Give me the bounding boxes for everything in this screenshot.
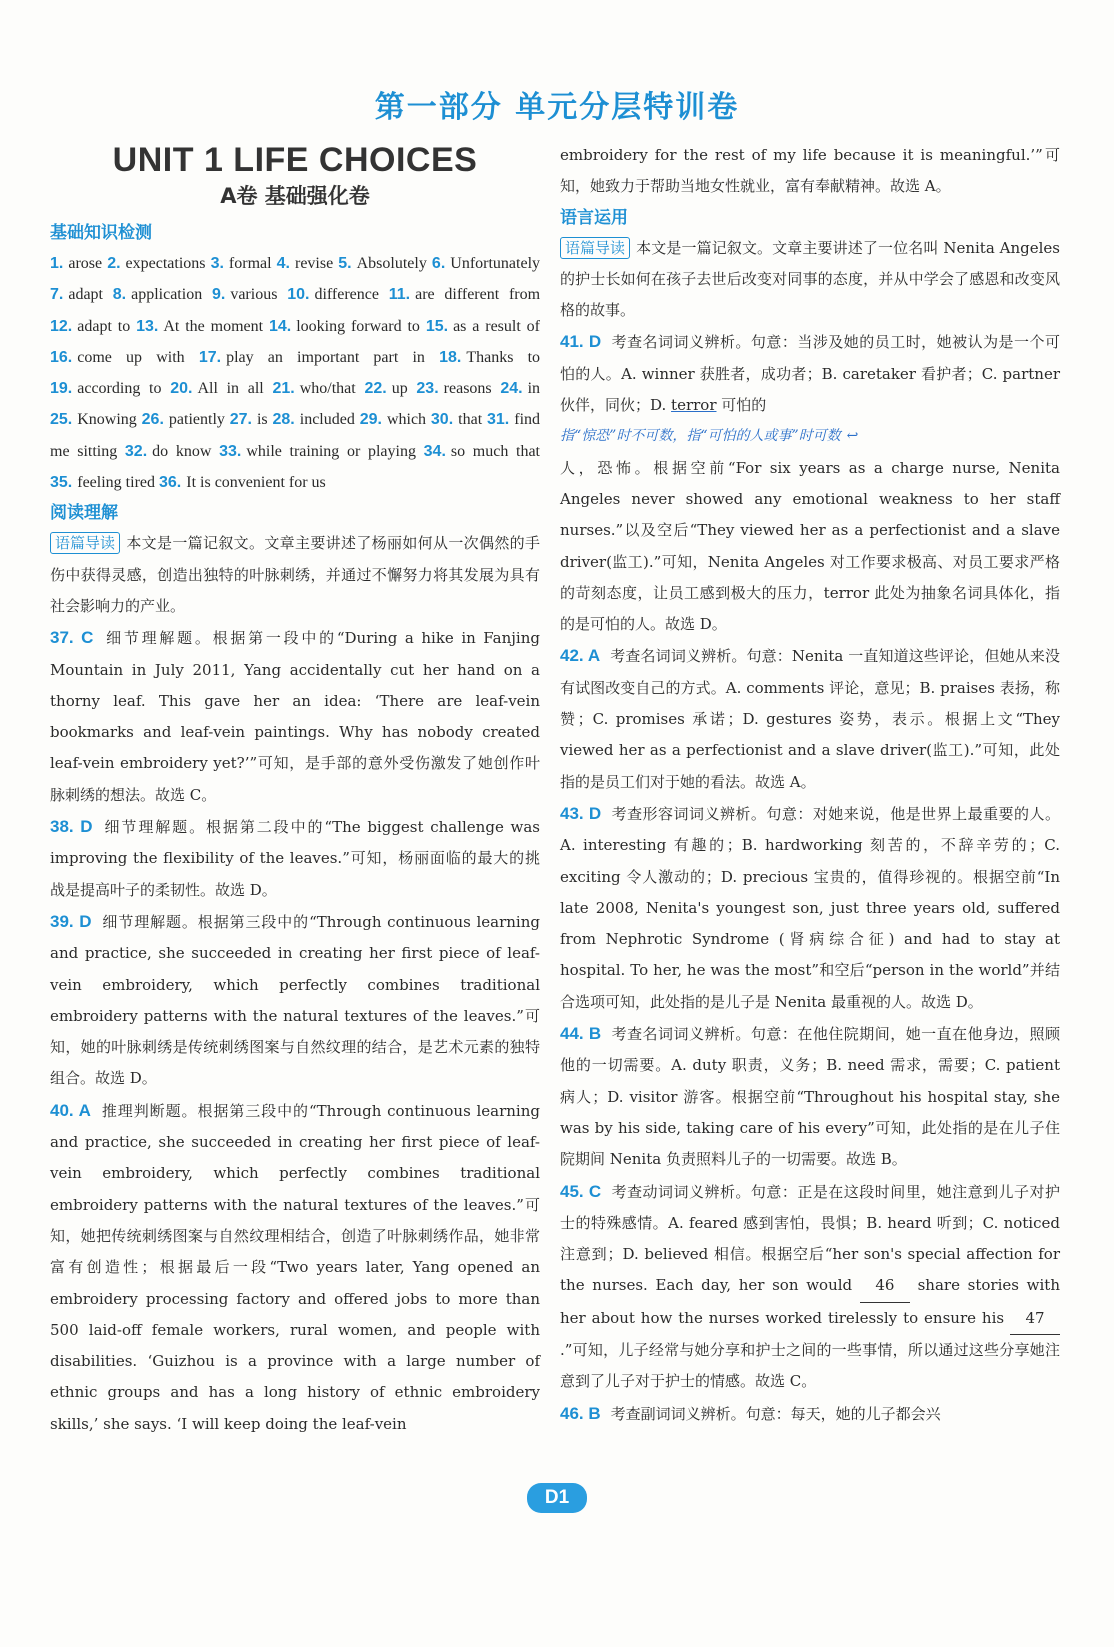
answer-38-text: 细节理解题。根据第二段中的“The biggest challenge was improving the flexibility of the leaves.”可知，杨丽面临的最大的挑战是提高叶子的柔韧性。故选 D。 <box>50 818 540 899</box>
basic-answer-number: 3. <box>210 255 224 272</box>
basic-answer-item <box>230 411 268 428</box>
basic-answer-number: 10. <box>287 286 310 304</box>
answer-39-text: 细节理解题。根据第三段中的“Through continuous learning and practice, she succeeded in creating her first piece of leaf-vein embroidery, which perfectly combines traditional embroidery patterns with the natural textures of the leaves.”可知，她的叶脉刺绣是传统刺绣图案与自然纹理的结合，是艺术元素的独特组合。故选 D。 <box>50 912 540 1088</box>
answer-40-key: 40. A <box>50 1100 91 1120</box>
basic-answer-number: 22. <box>364 380 387 398</box>
answer-38-key: 38. D <box>50 817 93 837</box>
basic-answer-item <box>389 286 540 303</box>
basic-answer-text: are different from <box>415 286 541 304</box>
answer-44-key: 44. B <box>560 1024 602 1044</box>
volume-title: A卷 基础强化卷 <box>220 184 370 208</box>
basic-answer-item <box>500 380 540 397</box>
answer-40-continued: embroidery for the rest of my life because it is meaningful.’”可知，她致力于帮助当地女性就业，富有奉献精神。故选 A。 <box>560 146 1060 196</box>
basic-answer-number: 30. <box>430 411 454 429</box>
basic-answer-item <box>416 380 491 397</box>
basic-answer-number: 13. <box>136 317 159 335</box>
answer-39 <box>50 906 540 1095</box>
section-reading-heading: 阅读理解 <box>50 503 118 524</box>
basic-answer-text: looking forward to <box>296 317 420 335</box>
answer-43-text: 考查形容词词义辨析。句意：对她来说，他是世界上最重要的人。A. interesting 有趣的；B. hardworking 刻苦的，不辞辛劳的；C. exciting 令人激动的；D. precious 宝贵的，值得珍视的。根据空前“In late 2008, Nenita's youngest son, just three years old, suffered from Nephrotic Syndrome (肾病综合征) and had to stay at hospital. To her, he was the most”和空后“person in the world”并结合选项可知，此处指的是儿子是 Nenita 最重视的人。故选 D。 <box>560 804 1060 1011</box>
basic-answer-number: 15. <box>425 317 449 335</box>
answer-40 <box>50 1095 540 1440</box>
basic-answer-text: Unfortunately <box>450 255 541 272</box>
reading-guide <box>50 528 540 622</box>
basic-answer-number: 17. <box>198 348 222 366</box>
language-guide <box>560 233 1060 327</box>
basic-answer-number: 36. <box>159 474 182 492</box>
basic-answer-item <box>170 380 264 397</box>
basic-answer-text: feeling tired <box>77 474 155 492</box>
basic-answer-item <box>212 286 277 303</box>
answer-41-word: terror <box>671 396 717 415</box>
basic-answer-number: 20. <box>170 380 193 398</box>
basic-answer-item <box>426 318 540 335</box>
answer-41-cont: 人，恐怖。根据空前“For six years as a charge nurse, Nenita Angeles never showed any emotional weakness to her staff nurses.”以及空后“They viewed her as a perfectionist and a slave driver(监工).”可知，Nenita Angeles 对工作要求极高、对员工要求严格的苛刻态度，让员工感到极大的压力，terror 此处为抽象名词具体化，指的是可怕的人。故选 D。 <box>560 458 1060 634</box>
basic-answer-text: At the moment <box>163 317 264 335</box>
basic-answer-item <box>269 318 420 335</box>
answer-43-key: 43. D <box>560 803 602 823</box>
basic-answer-number: 21. <box>272 380 295 398</box>
answer-41 <box>560 326 1060 421</box>
answer-42 <box>560 640 1060 797</box>
basic-answer-item <box>439 349 540 366</box>
basic-answer-text: arose <box>68 255 103 272</box>
basic-answers <box>50 248 540 498</box>
basic-answer-number: 25. <box>50 411 73 429</box>
basic-answer-number: 12. <box>50 317 73 335</box>
basic-answer-text: patiently <box>168 411 225 429</box>
answer-39-key: 39. D <box>50 911 92 931</box>
basic-answer-text: difference <box>314 286 379 304</box>
answer-41-key: 41. D <box>560 332 602 352</box>
basic-answer-number: 5. <box>338 255 352 272</box>
basic-answer-text: that <box>458 411 483 429</box>
blank-46: 46 <box>860 1270 910 1302</box>
basic-answer-number: 35. <box>50 474 73 492</box>
answer-42-key: 42. A <box>560 646 601 666</box>
basic-answer-item <box>211 255 272 272</box>
arrow-icon: ↩ <box>846 428 859 445</box>
answer-46 <box>560 1398 1060 1430</box>
basic-answer-number: 29. <box>359 411 382 429</box>
basic-answer-text: is <box>256 411 268 429</box>
basic-answer-item <box>50 474 155 491</box>
basic-answer-item <box>50 318 130 335</box>
basic-answer-number: 26. <box>141 411 164 429</box>
answer-45-text-c: .”可知，儿子经常与她分享和护士之间的一些事情，所以通过这些分享她注意到了儿子对于护士的情感。故选 C。 <box>560 1340 1060 1391</box>
basic-answer-number: 1. <box>50 255 64 272</box>
language-guide-text: 本文是一篇记叙文。文章主要讲述了一位名叫 Nenita Angeles 的护士长如何在孩子去世后改变对同事的态度，并从中学会了感恩和改变风格的故事。 <box>560 238 1060 320</box>
basic-answer-text: reasons <box>443 380 492 398</box>
basic-answer-text: expectations <box>125 255 206 272</box>
basic-answer-number: 28. <box>272 411 295 429</box>
basic-answer-text: various <box>230 286 278 304</box>
basic-answer-text: Thanks to <box>466 348 541 366</box>
handwritten-note-text: 指“惊恐”时不可数，指“可怕的人或事”时可数 <box>560 428 841 445</box>
basic-answer-number: 2. <box>107 255 121 272</box>
answer-40-text: 推理判断题。根据第三段中的“Through continuous learning and practice, she succeeded in creating her first piece of leaf-vein embroidery, which perfectly combines traditional embroidery patterns with the natural textures of the leaves.”可知，她把传统刺绣图案与自然纹理相结合，创造了叶脉刺绣作品，她非常富有创造性；根据最后一段“Two years later, Yang opened an embroidery processing factory and offered jobs to more than 500 laid-off female workers, rural women, and people with disabilities. ‘Guizhou is a province with a large number of ethnic groups and has a long history of ethnic embroidery skills,’ she says. ‘I will keep doing the leaf-vein <box>50 1101 540 1433</box>
basic-answer-number: 18. <box>439 348 462 366</box>
basic-answer-number: 24. <box>500 380 523 398</box>
basic-answer-text: as a result of <box>453 317 540 335</box>
basic-answer-text: in <box>527 380 541 398</box>
basic-answer-item <box>273 411 355 428</box>
basic-answer-item <box>113 286 202 303</box>
answer-41-text: 考查名词词义辨析。句意：当涉及她的员工时，她被认为是一个可怕的人。A. winner 获胜者，成功者；B. caretaker 看护者；C. partner 伙伴，同伙；D. <box>560 333 1060 415</box>
basic-answer-item <box>360 411 426 428</box>
answer-38 <box>50 811 540 906</box>
answer-45 <box>560 1176 1060 1398</box>
basic-answer-text: do know <box>152 442 212 460</box>
section-language-heading: 语言运用 <box>560 207 628 228</box>
page-number: D1 <box>527 1483 587 1513</box>
basic-answer-item <box>159 474 326 491</box>
answer-37-text: 细节理解题。根据第一段中的“During a hike in Fanjing Mountain in July 2011, Yang accidentally cut her hand on a thorny leaf. This gave her an idea: ‘There are leaf-vein bookmarks and leaf-vein paintings. Why has nobody created leaf-vein embroidery yet?’”可知，是手部的意外受伤激发了她创作叶脉刺绣的想法。故选 C。 <box>50 629 540 804</box>
basic-answer-text: Absolutely <box>356 255 427 272</box>
basic-answer-item <box>50 411 137 428</box>
answer-37 <box>50 622 540 811</box>
basic-answer-number: 31. <box>486 411 510 429</box>
unit-title: UNIT 1 LIFE CHOICES <box>112 141 478 179</box>
answer-37-key: 37. C <box>50 628 94 648</box>
basic-answer-item <box>107 255 205 272</box>
basic-answer-item <box>199 349 425 366</box>
basic-answer-number: 34. <box>423 442 446 460</box>
basic-answer-item <box>432 255 540 272</box>
basic-answer-item <box>364 380 407 397</box>
basic-answer-item <box>142 411 225 428</box>
basic-answer-item <box>287 286 379 303</box>
basic-answer-text: Knowing <box>77 411 137 429</box>
answer-43 <box>560 798 1060 1018</box>
basic-answer-item <box>50 255 102 272</box>
answer-45-text: 考查动词词义辨析。句意：正是在这段时间里，她注意到儿子对护士的特殊感情。A. feared 感到害怕，畏惧；B. heard 听到；C. noticed 注意到；D. believed 相信。根据空后“her son's special affection for the nurses. Each day, her son would <box>560 1182 1060 1295</box>
basic-answer-item <box>50 349 185 366</box>
basic-answer-text: application <box>131 286 203 304</box>
basic-answer-text: It is convenient for us <box>186 474 326 492</box>
basic-answer-text: play an important part in <box>226 348 425 366</box>
blank-47: 47 <box>1010 1303 1060 1335</box>
guide-label: 语篇导读 <box>50 532 120 554</box>
basic-answer-text: revise <box>295 255 334 272</box>
basic-answer-number: 16. <box>50 348 73 366</box>
basic-answer-text: while training or playing <box>246 442 416 460</box>
basic-answer-item <box>272 380 355 397</box>
basic-answer-item <box>50 286 103 303</box>
basic-answer-text: All in all <box>197 380 264 398</box>
basic-answer-text: come up with <box>77 348 185 366</box>
basic-answer-item <box>277 255 334 272</box>
right-column <box>560 140 1060 1430</box>
reading-guide-text: 本文是一篇记叙文。文章主要讲述了杨丽如何从一次偶然的手伤中获得灵感，创造出独特的叶脉刺绣，并通过不懈努力将其发展为具有社会影响力的产业。 <box>50 534 540 615</box>
basic-answer-number: 8. <box>112 286 127 304</box>
basic-answer-number: 7. <box>50 286 64 304</box>
basic-answer-number: 19. <box>50 380 73 398</box>
basic-answer-text: included <box>299 411 355 429</box>
answer-45-key: 45. C <box>560 1181 602 1201</box>
answer-42-text: 考查名词词义辨析。句意：Nenita 一直知道这些评论，但她从来没有试图改变自己的方式。A. comments 评论，意见；B. praises 表扬，称赞；C. promises 承诺；D. gestures 姿势，表示。根据上文“They viewed her as a perfectionist and a slave driver(监工).”可知，此处指的是员工们对于她的看法。故选 A。 <box>560 647 1060 791</box>
basic-answer-number: 27. <box>229 411 252 429</box>
answer-46-key: 46. B <box>560 1403 601 1423</box>
answer-41-gloss: 可怕的 <box>721 396 767 415</box>
basic-answer-number: 11. <box>388 286 411 304</box>
basic-answer-item <box>431 411 482 428</box>
basic-answer-item <box>338 255 427 272</box>
answer-44-text: 考查名词词义辨析。句意：在他住院期间，她一直在他身边，照顾他的一切需要。A. duty 职责，义务；B. need 需求，需要；C. patient 病人；D. visitor 游客。根据空前“Throughout his hospital stay, she was by his side, taking care of his every”可知，此处指的是在儿子住院期间 Nenita 负责照料儿子的一切需要。故选 B。 <box>560 1025 1060 1169</box>
basic-answer-number: 6. <box>431 255 446 272</box>
basic-answer-text: find me sitting <box>50 411 541 460</box>
basic-answer-item <box>424 443 540 460</box>
answer-46-text: 考查副词词义辨析。句意：每天，她的儿子都会兴 <box>610 1404 941 1423</box>
basic-answer-text: who/that <box>299 380 356 398</box>
basic-answer-item <box>50 380 161 397</box>
section-basic-heading: 基础知识检测 <box>50 223 152 243</box>
answer-45-text-b: share stories with her about how the nurses worked tirelessly to ensure his <box>560 1276 1060 1327</box>
basic-answer-text: up <box>391 380 408 398</box>
answer-44 <box>560 1018 1060 1175</box>
basic-answer-text: which <box>386 411 427 429</box>
page-title: 第一部分 单元分层特训卷 <box>374 90 740 125</box>
basic-answer-text: adapt <box>68 286 103 304</box>
basic-answer-number: 4. <box>276 255 290 272</box>
basic-answer-number: 14. <box>268 317 292 335</box>
basic-answer-number: 33. <box>219 442 242 460</box>
basic-answer-text: so much that <box>450 442 540 460</box>
basic-answer-item <box>136 318 263 335</box>
guide-label-2: 语篇导读 <box>560 237 630 259</box>
basic-answer-number: 9. <box>211 286 226 304</box>
basic-answer-text: according to <box>77 380 162 398</box>
basic-answer-item <box>125 443 211 460</box>
basic-answer-text: adapt to <box>77 317 131 335</box>
basic-answer-text: formal <box>228 255 272 272</box>
handwritten-note <box>560 421 1060 452</box>
left-column <box>50 140 540 1440</box>
basic-answer-item <box>219 443 416 460</box>
basic-answer-number: 23. <box>416 380 439 398</box>
basic-answer-number: 32. <box>124 442 148 460</box>
